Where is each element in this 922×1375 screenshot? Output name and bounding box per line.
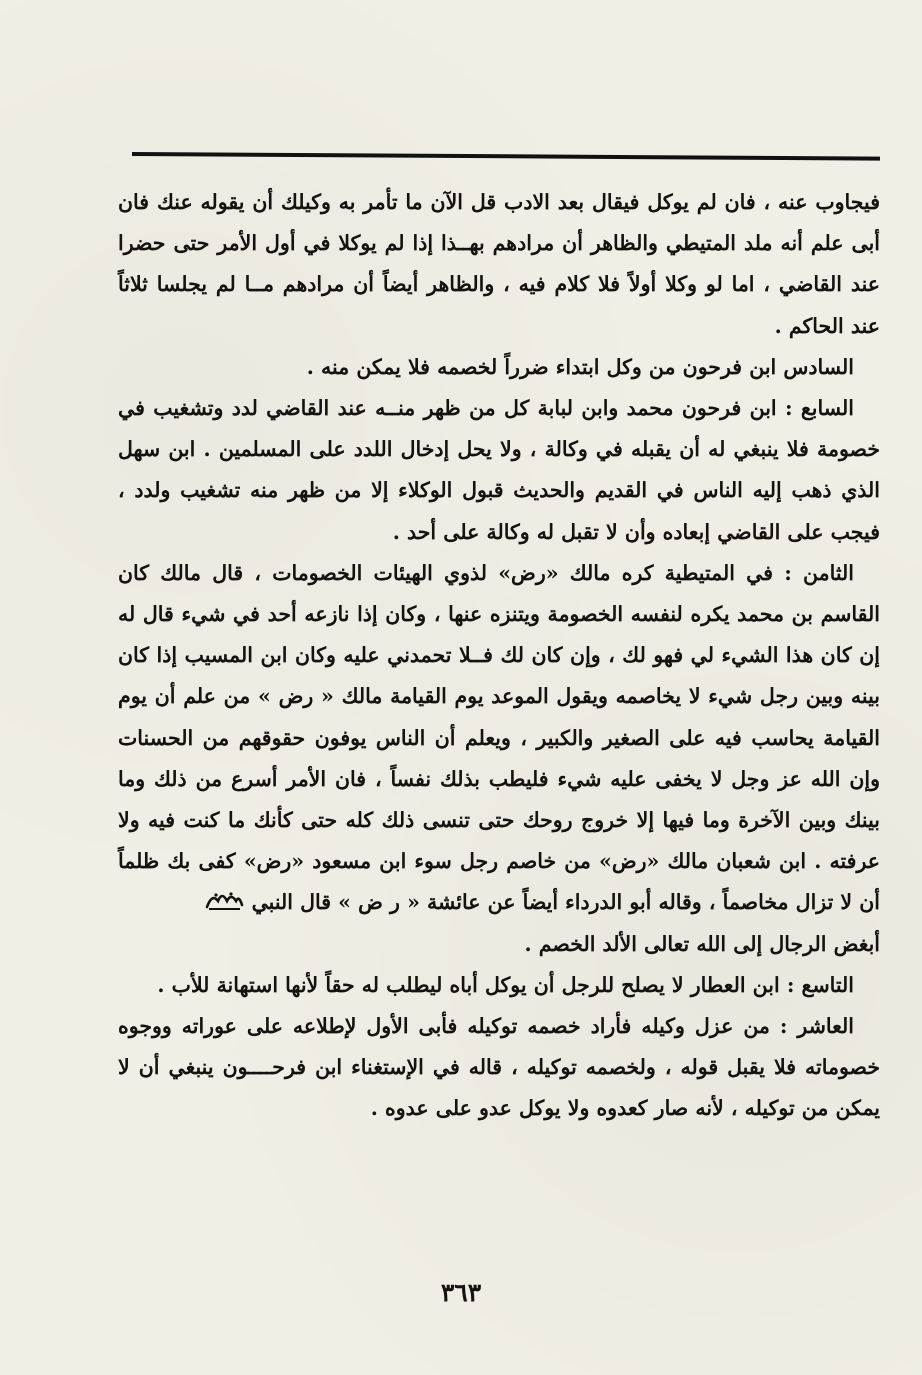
paragraph-ninth: التاسع : ابن العطار لا يصلح للرجل أن يوكل أباه ليطلب له حقاً لأنها استهانة للأب . [157, 972, 854, 997]
paragraph-continuation: فيجاوب عنه ، فان لم يوكل فيقال بعد الادب قل الآن ما تأمر به وكيلك أن يقوله عنك فان أبى علم أنه ملد المتيطي والظاهر أن مرادهم بهــذا إذا لم يوكلا في أول الأمر حتى حضرا عند القاضي ، اما لو وكلا أولاً فلا كلام فيه ، والظاهر أيضاً أن مرادهم مــا لم يجلسا ثلاثاً عند الحاكم . [118, 190, 880, 338]
paragraph-eighth [118, 553, 880, 924]
salawat-ligature-icon [204, 889, 244, 913]
paragraph-eighth-end: أبغض الرجال إلى الله تعالى الألد الخصم . [524, 931, 880, 956]
paragraph-seventh: السابع : ابن فرحون محمد وابن لبابة كل من ظهر منــه عند القاضي لدد وتشغيب في خصومة فلا ينبغي له أن يقبله في وكالة ، ولا يحل إدخال اللدد على المسلمين . ابن سهل الذي ذهب إليه الناس في القديم والحديث قبول الوكلاء إلا من ظهر منه تشغيب ولدد ، فيجب على القاضي إبعاده وأن لا تقبل له وكالة على أحد . [118, 396, 880, 544]
header-rule [132, 152, 880, 161]
paragraph-tenth: العاشر : من عزل وكيله فأراد خصمه توكيله فأبى الأول لإطلاعه على عوراته ووجوه خصوماته فلا يقبل قوله ، ولخصمه توكيله ، قاله في الإستغناء ابن فرحــــون ينبغي أن لا يمكن من توكيله ، لأنه صار كعدوه ولا يوكل عدو على عدوه . [118, 1014, 880, 1121]
paragraph-sixth: السادس ابن فرحون من وكل ابتداء ضرراً لخصمه فلا يمكن منه . [306, 354, 854, 379]
body-text [118, 182, 880, 1130]
page-number: ٣٦٣ [440, 1278, 482, 1307]
paragraph-eighth-text: الثامن : في المتيطية كره مالك «رض» لذوي الهيئات الخصومات ، قال مالك كان القاسم بن محمد يكره لنفسه الخصومة ويتنزه عنها ، وكان إذا نازعه أحد في شيء قال له إن كان هذا الشيء لي فهو لك ، وإن كان لك فــلا تحمدني عليه وكان ابن المسيب إذا كان بينه وبين رجل شيء لا يخاصمه ويقول الموعد يوم القيامة مالك « رض » من علم أن يوم القيامة يحاسب فيه على الصغير والكبير ، ويعلم أن الناس يوفون حقوقهم من الحسنات وإن الله عز وجل لا يخفى عليه شيء فليطب بذلك نفساً ، فان الأمر أسرع من ذلك وما بينك وبين الآخرة وما فيها إلا خروج روحك حتى تنسى ذلك كله حتى كأنك ما كنت فيه ولا عرفته . ابن شعبان مالك «رض» من خاصم رجل سوء ابن مسعود «رض» كفى بك ظلماً أن لا تزال مخاصماً ، وقاله أبو الدرداء أيضاً عن عائشة « ر ض » قال النبي [118, 560, 880, 915]
